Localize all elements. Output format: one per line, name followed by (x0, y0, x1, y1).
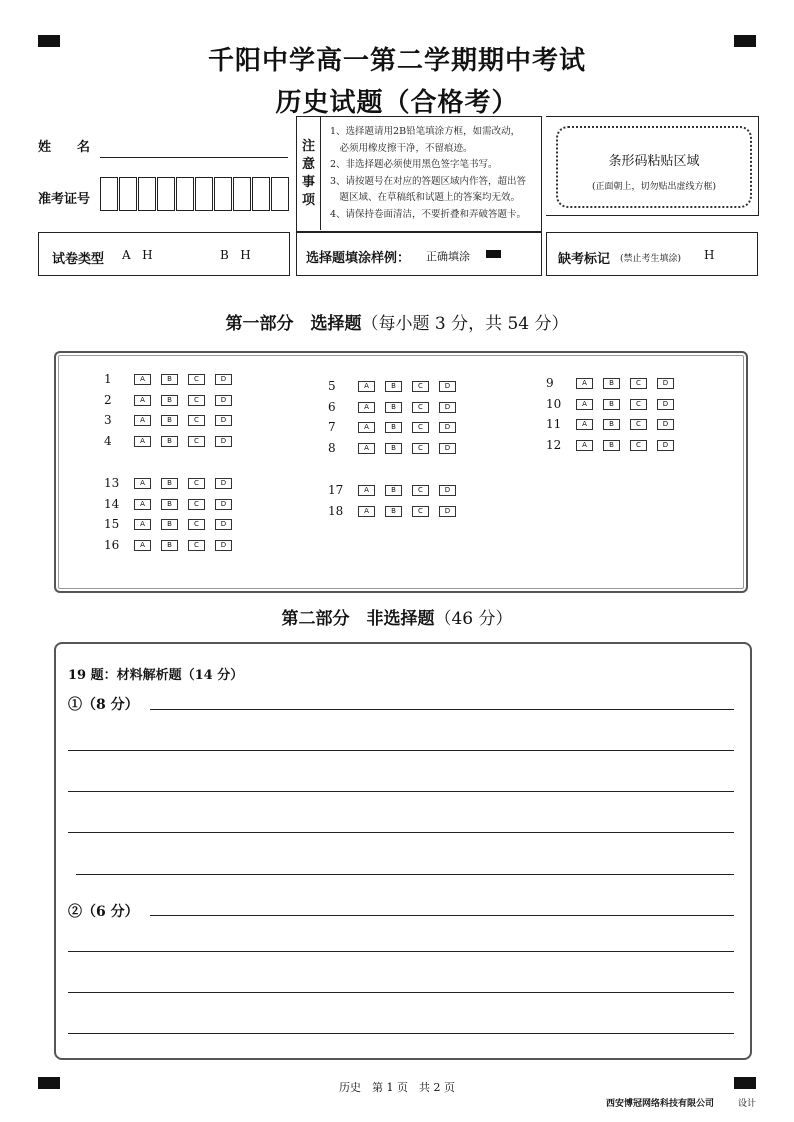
answer-line[interactable] (150, 915, 734, 916)
option-bubble-b[interactable]: B (385, 402, 402, 413)
option-bubble-b[interactable]: B (603, 440, 620, 451)
question-number: 13 (104, 476, 120, 490)
option-bubble-b[interactable]: B (385, 485, 402, 496)
option-bubble-a[interactable]: A (358, 402, 375, 413)
option-bubble-c[interactable]: C (630, 440, 647, 451)
option-bubble-d[interactable]: D (215, 436, 232, 447)
notes-list (330, 124, 540, 223)
question-row (328, 483, 466, 497)
question-number: 16 (104, 538, 120, 553)
question-row (546, 438, 684, 452)
answer-line[interactable] (68, 992, 734, 993)
option-bubble-a[interactable]: A (358, 381, 375, 392)
q19-sub2-label: ②（6 分） (68, 904, 139, 920)
question-number: 9 (546, 376, 554, 390)
question-number: 2 (104, 392, 112, 407)
question-row (104, 413, 242, 427)
absent-mark[interactable]: H (704, 248, 715, 262)
question-number: 1 (104, 372, 112, 386)
paper-type-b-letter: B (220, 248, 229, 262)
option-bubble-b[interactable]: B (603, 419, 620, 430)
option-bubble-c[interactable]: C (630, 378, 647, 389)
company-name: 西安博冠网络科技有限公司 (606, 1099, 715, 1109)
notes-heading-char: 项 (302, 193, 316, 208)
option-bubble-d[interactable]: D (439, 443, 456, 454)
note-line: 1、选择题请用2B铅笔填涂方框，如需改动， (330, 126, 521, 137)
option-bubble-b[interactable]: B (161, 415, 178, 426)
exam-id-label: 准考证号 (38, 192, 91, 207)
paper-type-label: 试卷类型 (52, 252, 105, 267)
q19-title: 19 题：材料解析题（14 分） (68, 668, 244, 683)
option-bubble-d[interactable]: D (657, 440, 674, 451)
option-bubble-c[interactable]: C (630, 419, 647, 430)
option-bubble-b[interactable]: B (161, 519, 178, 530)
option-bubble-d[interactable]: D (215, 395, 232, 406)
option-bubble-c[interactable]: C (188, 499, 205, 510)
question-number: 8 (328, 441, 336, 456)
question-row (328, 400, 466, 414)
notes-heading (302, 138, 316, 210)
option-bubble-c[interactable]: C (412, 443, 429, 454)
answer-line[interactable] (68, 1033, 734, 1034)
notes-heading-char: 意 (302, 157, 316, 172)
exam-id-cell[interactable] (233, 177, 251, 211)
option-bubble-c[interactable]: C (188, 436, 205, 447)
option-bubble-a[interactable]: A (134, 519, 151, 530)
option-bubble-a[interactable]: A (576, 399, 593, 410)
option-bubble-c[interactable]: C (412, 506, 429, 517)
option-bubble-a[interactable]: A (358, 506, 375, 517)
question-number: 11 (546, 417, 562, 432)
option-bubble-d[interactable]: D (439, 485, 456, 496)
exam-id-cell[interactable] (195, 177, 213, 211)
question-row (104, 538, 242, 552)
question-row (546, 376, 684, 390)
paper-type-a-mark: H (142, 248, 153, 262)
question-row (328, 441, 466, 455)
part2-heading-text: 第二部分 非选择题 (281, 609, 435, 629)
question-row (546, 397, 684, 411)
option-bubble-d[interactable]: D (439, 381, 456, 392)
part1-heading (0, 309, 794, 334)
question-row (328, 504, 466, 518)
option-bubble-b[interactable]: B (385, 506, 402, 517)
option-bubble-a[interactable]: A (358, 485, 375, 496)
option-bubble-c[interactable]: C (188, 478, 205, 489)
question-number: 15 (104, 517, 120, 532)
option-bubble-c[interactable]: C (412, 422, 429, 433)
part2-note: （46 分） (434, 609, 513, 629)
question-row (104, 497, 242, 511)
option-bubble-d[interactable]: D (439, 402, 456, 413)
page-number: 历史 第 1 页 共 2 页 (339, 1081, 455, 1094)
note-line: 2、非选择题必须使用黑色签字笔书写。 (330, 159, 498, 170)
exam-id-cell[interactable] (119, 177, 137, 211)
question-row (546, 417, 684, 431)
question-number: 18 (328, 503, 344, 518)
option-bubble-b[interactable]: B (385, 381, 402, 392)
exam-id-cell[interactable] (157, 177, 175, 211)
option-bubble-d[interactable]: D (439, 506, 456, 517)
question-number: 12 (546, 438, 562, 453)
option-bubble-b[interactable]: B (161, 374, 178, 385)
design-credit: 设计 (738, 1099, 757, 1109)
barcode-hint: (正面朝上，切勿贴出虚线方框) (591, 182, 717, 192)
option-bubble-c[interactable]: C (188, 374, 205, 385)
exam-id-cell[interactable] (252, 177, 270, 211)
note-line: 3、请按题号在对应的答题区域内作答，超出答 (330, 175, 527, 187)
notes-heading-char: 注 (302, 139, 316, 154)
option-bubble-b[interactable]: B (161, 499, 178, 510)
barcode-title: 条形码粘贴区域 (608, 154, 700, 169)
paper-type-a[interactable] (122, 248, 153, 262)
option-bubble-a[interactable]: A (358, 443, 375, 454)
question-number: 14 (104, 496, 120, 511)
option-bubble-c[interactable]: C (412, 485, 429, 496)
option-bubble-d[interactable]: D (215, 478, 232, 489)
option-bubble-d[interactable]: D (657, 378, 674, 389)
option-bubble-a[interactable]: A (134, 374, 151, 385)
option-bubble-d[interactable]: D (657, 419, 674, 430)
option-bubble-c[interactable]: C (188, 395, 205, 406)
name-field[interactable] (100, 157, 288, 158)
question-number: 6 (328, 399, 336, 414)
question-row (104, 476, 242, 490)
question-row (104, 372, 242, 386)
question-row (328, 379, 466, 393)
exam-subtitle: 历史试题（合格考） (275, 88, 519, 118)
part2-heading (0, 604, 794, 629)
option-bubble-d[interactable]: D (215, 499, 232, 510)
option-bubble-b[interactable]: B (385, 422, 402, 433)
option-bubble-b[interactable]: B (161, 478, 178, 489)
sample-label: 选择题填涂样例： (306, 251, 411, 266)
option-bubble-b[interactable]: B (603, 399, 620, 410)
paper-type-b-mark: H (240, 248, 251, 262)
option-bubble-c[interactable]: C (188, 415, 205, 426)
option-bubble-d[interactable]: D (439, 422, 456, 433)
absent-hint: (禁止考生填涂) (620, 254, 682, 264)
notes-heading-char: 事 (302, 175, 316, 190)
option-bubble-d[interactable]: D (215, 415, 232, 426)
question-row (104, 517, 242, 531)
option-bubble-a[interactable]: A (134, 478, 151, 489)
option-bubble-b[interactable]: B (385, 443, 402, 454)
question-number: 4 (104, 434, 112, 449)
exam-id-cell[interactable] (214, 177, 232, 211)
paper-type-b[interactable] (220, 248, 251, 262)
sample-filled-box (486, 250, 501, 258)
option-bubble-a[interactable]: A (134, 540, 151, 551)
option-bubble-a[interactable]: A (576, 419, 593, 430)
note-line: 4、请保持卷面清洁，不要折叠和弄破答题卡。 (330, 208, 527, 220)
option-bubble-c[interactable]: C (188, 540, 205, 551)
exam-id-cell[interactable] (271, 177, 289, 211)
question-number: 5 (328, 379, 336, 393)
option-bubble-c[interactable]: C (412, 402, 429, 413)
question-row (328, 420, 466, 434)
option-bubble-a[interactable]: A (134, 415, 151, 426)
option-bubble-d[interactable]: D (215, 519, 232, 530)
option-bubble-c[interactable]: C (630, 399, 647, 410)
answer-line[interactable] (68, 750, 734, 751)
name-label: 姓 名 (38, 140, 91, 155)
option-bubble-a[interactable]: A (358, 422, 375, 433)
answer-line[interactable] (76, 874, 734, 875)
exam-id-cell[interactable] (100, 177, 118, 211)
option-bubble-a[interactable]: A (134, 499, 151, 510)
note-line: 必须用橡皮擦干净，不留痕迹。 (330, 142, 473, 154)
option-bubble-a[interactable]: A (134, 395, 151, 406)
q19-sub1-label: ①（8 分） (68, 697, 139, 713)
paper-type-a-letter: A (122, 248, 131, 262)
option-bubble-b[interactable]: B (161, 540, 178, 551)
question-row (104, 393, 242, 407)
option-bubble-d[interactable]: D (215, 374, 232, 385)
part1-note: （每小题 3 分，共 54 分） (361, 314, 569, 334)
answer-line[interactable] (68, 791, 734, 792)
answer-line[interactable] (68, 832, 734, 833)
answer-line[interactable] (150, 709, 734, 710)
answer-line[interactable] (68, 951, 734, 952)
part1-heading-text: 第一部分 选择题 (225, 314, 362, 334)
absent-label: 缺考标记 (558, 252, 611, 267)
option-bubble-d[interactable]: D (215, 540, 232, 551)
option-bubble-b[interactable]: B (603, 378, 620, 389)
option-bubble-c[interactable]: C (188, 519, 205, 530)
option-bubble-a[interactable]: A (134, 436, 151, 447)
option-bubble-d[interactable]: D (657, 399, 674, 410)
option-bubble-b[interactable]: B (161, 436, 178, 447)
question-number: 10 (546, 396, 562, 411)
note-line: 题区域、在草稿纸和试题上的答案均无效。 (330, 192, 521, 203)
exam-id-cell[interactable] (138, 177, 156, 211)
option-bubble-a[interactable]: A (576, 378, 593, 389)
question-row (104, 434, 242, 448)
question-number: 3 (104, 413, 112, 428)
option-bubble-c[interactable]: C (412, 381, 429, 392)
exam-title: 千阳中学高一第二学期期中考试 (207, 46, 586, 76)
answer-area (54, 642, 752, 1060)
exam-id-cell[interactable] (176, 177, 194, 211)
option-bubble-b[interactable]: B (161, 395, 178, 406)
sample-text: 正确填涂 (426, 250, 470, 263)
option-bubble-a[interactable]: A (576, 440, 593, 451)
question-number: 17 (328, 483, 344, 497)
question-number: 7 (328, 420, 336, 435)
